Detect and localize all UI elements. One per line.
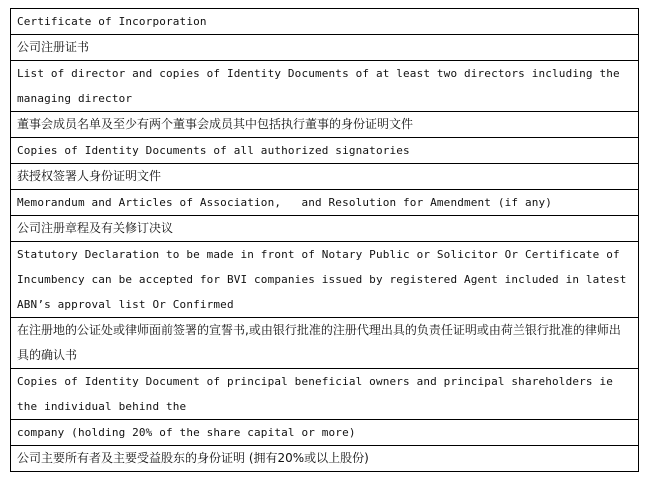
row-memorandum-en: Memorandum and Articles of Association, and Resolution for Amendment (if any) [11,190,639,216]
row-beneficial-owners-en-cont: company (holding 20% of the share capital or more) [11,420,639,446]
requirements-table [10,8,639,472]
table-row [11,318,639,369]
row-beneficial-owners-en: Copies of Identity Document of principal beneficial owners and principal shareholders ie the individual behind the [11,369,639,420]
row-memorandum-zh: 公司注册章程及有关修订决议 [11,216,639,242]
row-certificate-zh: 公司注册证书 [11,35,639,61]
row-beneficial-owners-zh: 公司主要所有者及主要受益股东的身份证明 (拥有20%或以上股份) [11,446,639,472]
table-row [11,164,639,190]
table-row [11,446,639,472]
table-row [11,369,639,420]
table-row [11,61,639,112]
table-row [11,420,639,446]
row-certificate-en: Certificate of Incorporation [11,9,639,35]
table-row [11,216,639,242]
row-declaration-en: Statutory Declaration to be made in front of Notary Public or Solicitor Or Certificate of Incumbency can be accepted for BVI companies issued by registered Agent included in latest ABN’s approval list Or Confirmed [11,242,639,318]
table-row [11,242,639,318]
table-row [11,138,639,164]
row-directors-en: List of director and copies of Identity Documents of at least two directors including the managing director [11,61,639,112]
table-row [11,35,639,61]
row-directors-zh: 董事会成员名单及至少有两个董事会成员其中包括执行董事的身份证明文件 [11,112,639,138]
row-signatories-zh: 获授权签署人身份证明文件 [11,164,639,190]
table-row [11,190,639,216]
table-row [11,9,639,35]
row-signatories-en: Copies of Identity Documents of all authorized signatories [11,138,639,164]
row-declaration-zh: 在注册地的公证处或律师面前签署的宣誓书,或由银行批准的注册代理出具的负责任证明或由荷兰银行批准的律师出具的确认书 [11,318,639,369]
table-row [11,112,639,138]
